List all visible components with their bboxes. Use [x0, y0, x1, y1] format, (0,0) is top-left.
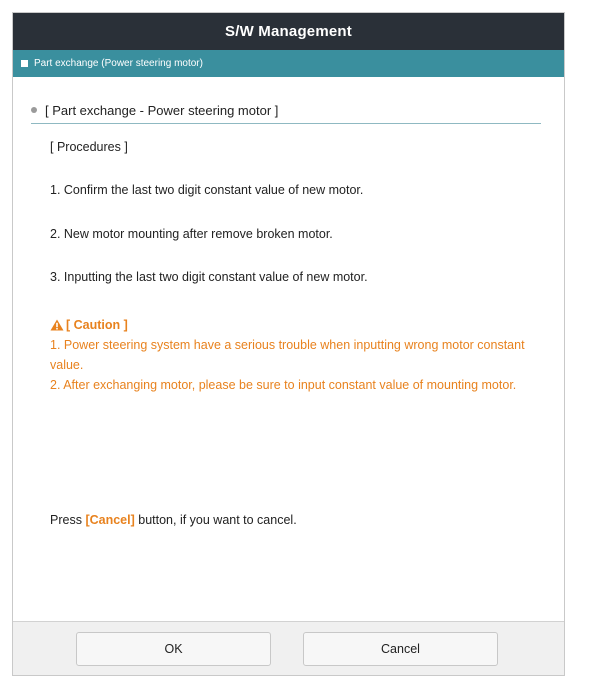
cancel-button[interactable]: Cancel: [303, 632, 498, 666]
instruction-suffix: button, if you want to cancel.: [134, 513, 297, 527]
caution-line-1: 1. Power steering system have a serious trouble when inputting wrong motor constant value.: [50, 338, 525, 372]
square-bullet-icon: [21, 60, 28, 67]
caution-line-2: 2. After exchanging motor, please be sure to input constant value of mounting motor.: [50, 378, 517, 392]
sw-management-dialog: [12, 12, 565, 676]
caution-title: [ Caution ]: [66, 318, 128, 332]
procedure-step-3: 3. Inputting the last two digit constant value of new motor.: [50, 270, 368, 284]
procedure-step-2: 2. New motor mounting after remove broken motor.: [50, 227, 333, 241]
caution-block: [50, 315, 545, 395]
dialog-title: S/W Management: [13, 13, 564, 50]
caution-header: [50, 315, 545, 335]
ok-button[interactable]: OK: [76, 632, 271, 666]
dot-bullet-icon: [31, 107, 37, 113]
section-header: [31, 97, 541, 124]
procedure-step-1: 1. Confirm the last two digit constant value of new motor.: [50, 183, 364, 197]
section-title: [ Part exchange - Power steering motor ]: [45, 102, 279, 118]
instruction-prefix: Press: [50, 513, 86, 527]
subheader-label: Part exchange (Power steering motor): [34, 58, 203, 69]
instruction-highlight: [Cancel]: [85, 513, 135, 527]
subheader-bar: [13, 50, 564, 77]
cancel-instruction: [50, 513, 297, 527]
warning-icon: [50, 319, 64, 331]
dialog-footer: [13, 621, 564, 675]
procedures-label: [ Procedures ]: [50, 140, 128, 154]
dialog-content: [13, 77, 564, 624]
